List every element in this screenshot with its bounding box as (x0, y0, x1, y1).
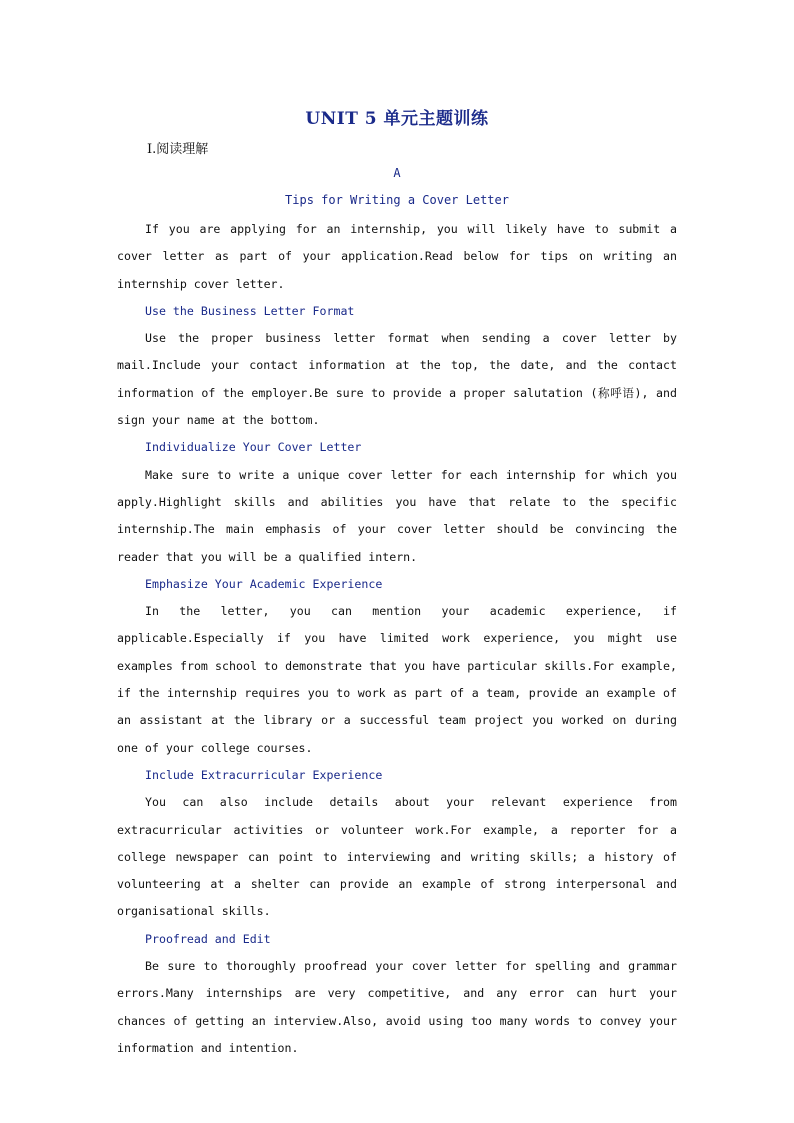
subheading-proofread: Proofread and Edit (145, 931, 271, 946)
passage-title: Tips for Writing a Cover Letter (285, 193, 509, 207)
intro-paragraph: If you are applying for an internship, you will likely have to submit a cover letter as part of your application.Read below for tips on writing an internship cover letter. (117, 222, 677, 291)
passage-letter: A (393, 166, 401, 180)
subheading-extracurricular: Include Extracurricular Experience (145, 767, 383, 782)
page-title: UNIT 5 单元主题训练 (305, 109, 489, 129)
paragraph-academic-experience: In the letter, you can mention your academic experience, if applicable.Especially if you have limited work experience, you might use examples from school to demonstrate that you have particular skills.For example, if the internship requires you to work as part of a team, provide an example of an assistant at the library or a successful team project you worked on during one of your college courses. (117, 604, 677, 755)
passage-body (117, 216, 677, 1062)
subheading-business-letter-format: Use the Business Letter Format (145, 303, 355, 318)
subheading-individualize: Individualize Your Cover Letter (145, 440, 362, 455)
section-label: Ⅰ.阅读理解 (147, 142, 209, 157)
paragraph-individualize: Make sure to write a unique cover letter for each internship for which you apply.Highlight skills and abilities you have that relate to the specific internship.The main emphasis of your cover letter should be convincing the reader that you will be a qualified intern. (117, 467, 677, 564)
paragraph-business-letter-format: Use the proper business letter format when sending a cover letter by mail.Include your contact information at the top, the date, and the contact information of the employer.Be sure to provide a proper salutation (称呼语), and sign your name at the bottom. (117, 331, 677, 428)
paragraph-extracurricular: You can also include details about your relevant experience from extracurricular activities or volunteer work.For example, a reporter for a college newspaper can point to interviewing and writing skills; a history of volunteering at a shelter can provide an example of strong interpersonal and organisational skills. (117, 795, 677, 919)
subheading-academic-experience: Emphasize Your Academic Experience (145, 576, 383, 591)
paragraph-proofread: Be sure to thoroughly proofread your cover letter for spelling and grammar errors.Many internships are very competitive, and any error can hurt your chances of getting an interview.Also, avoid using too many words to convey your information and intention. (117, 959, 677, 1055)
